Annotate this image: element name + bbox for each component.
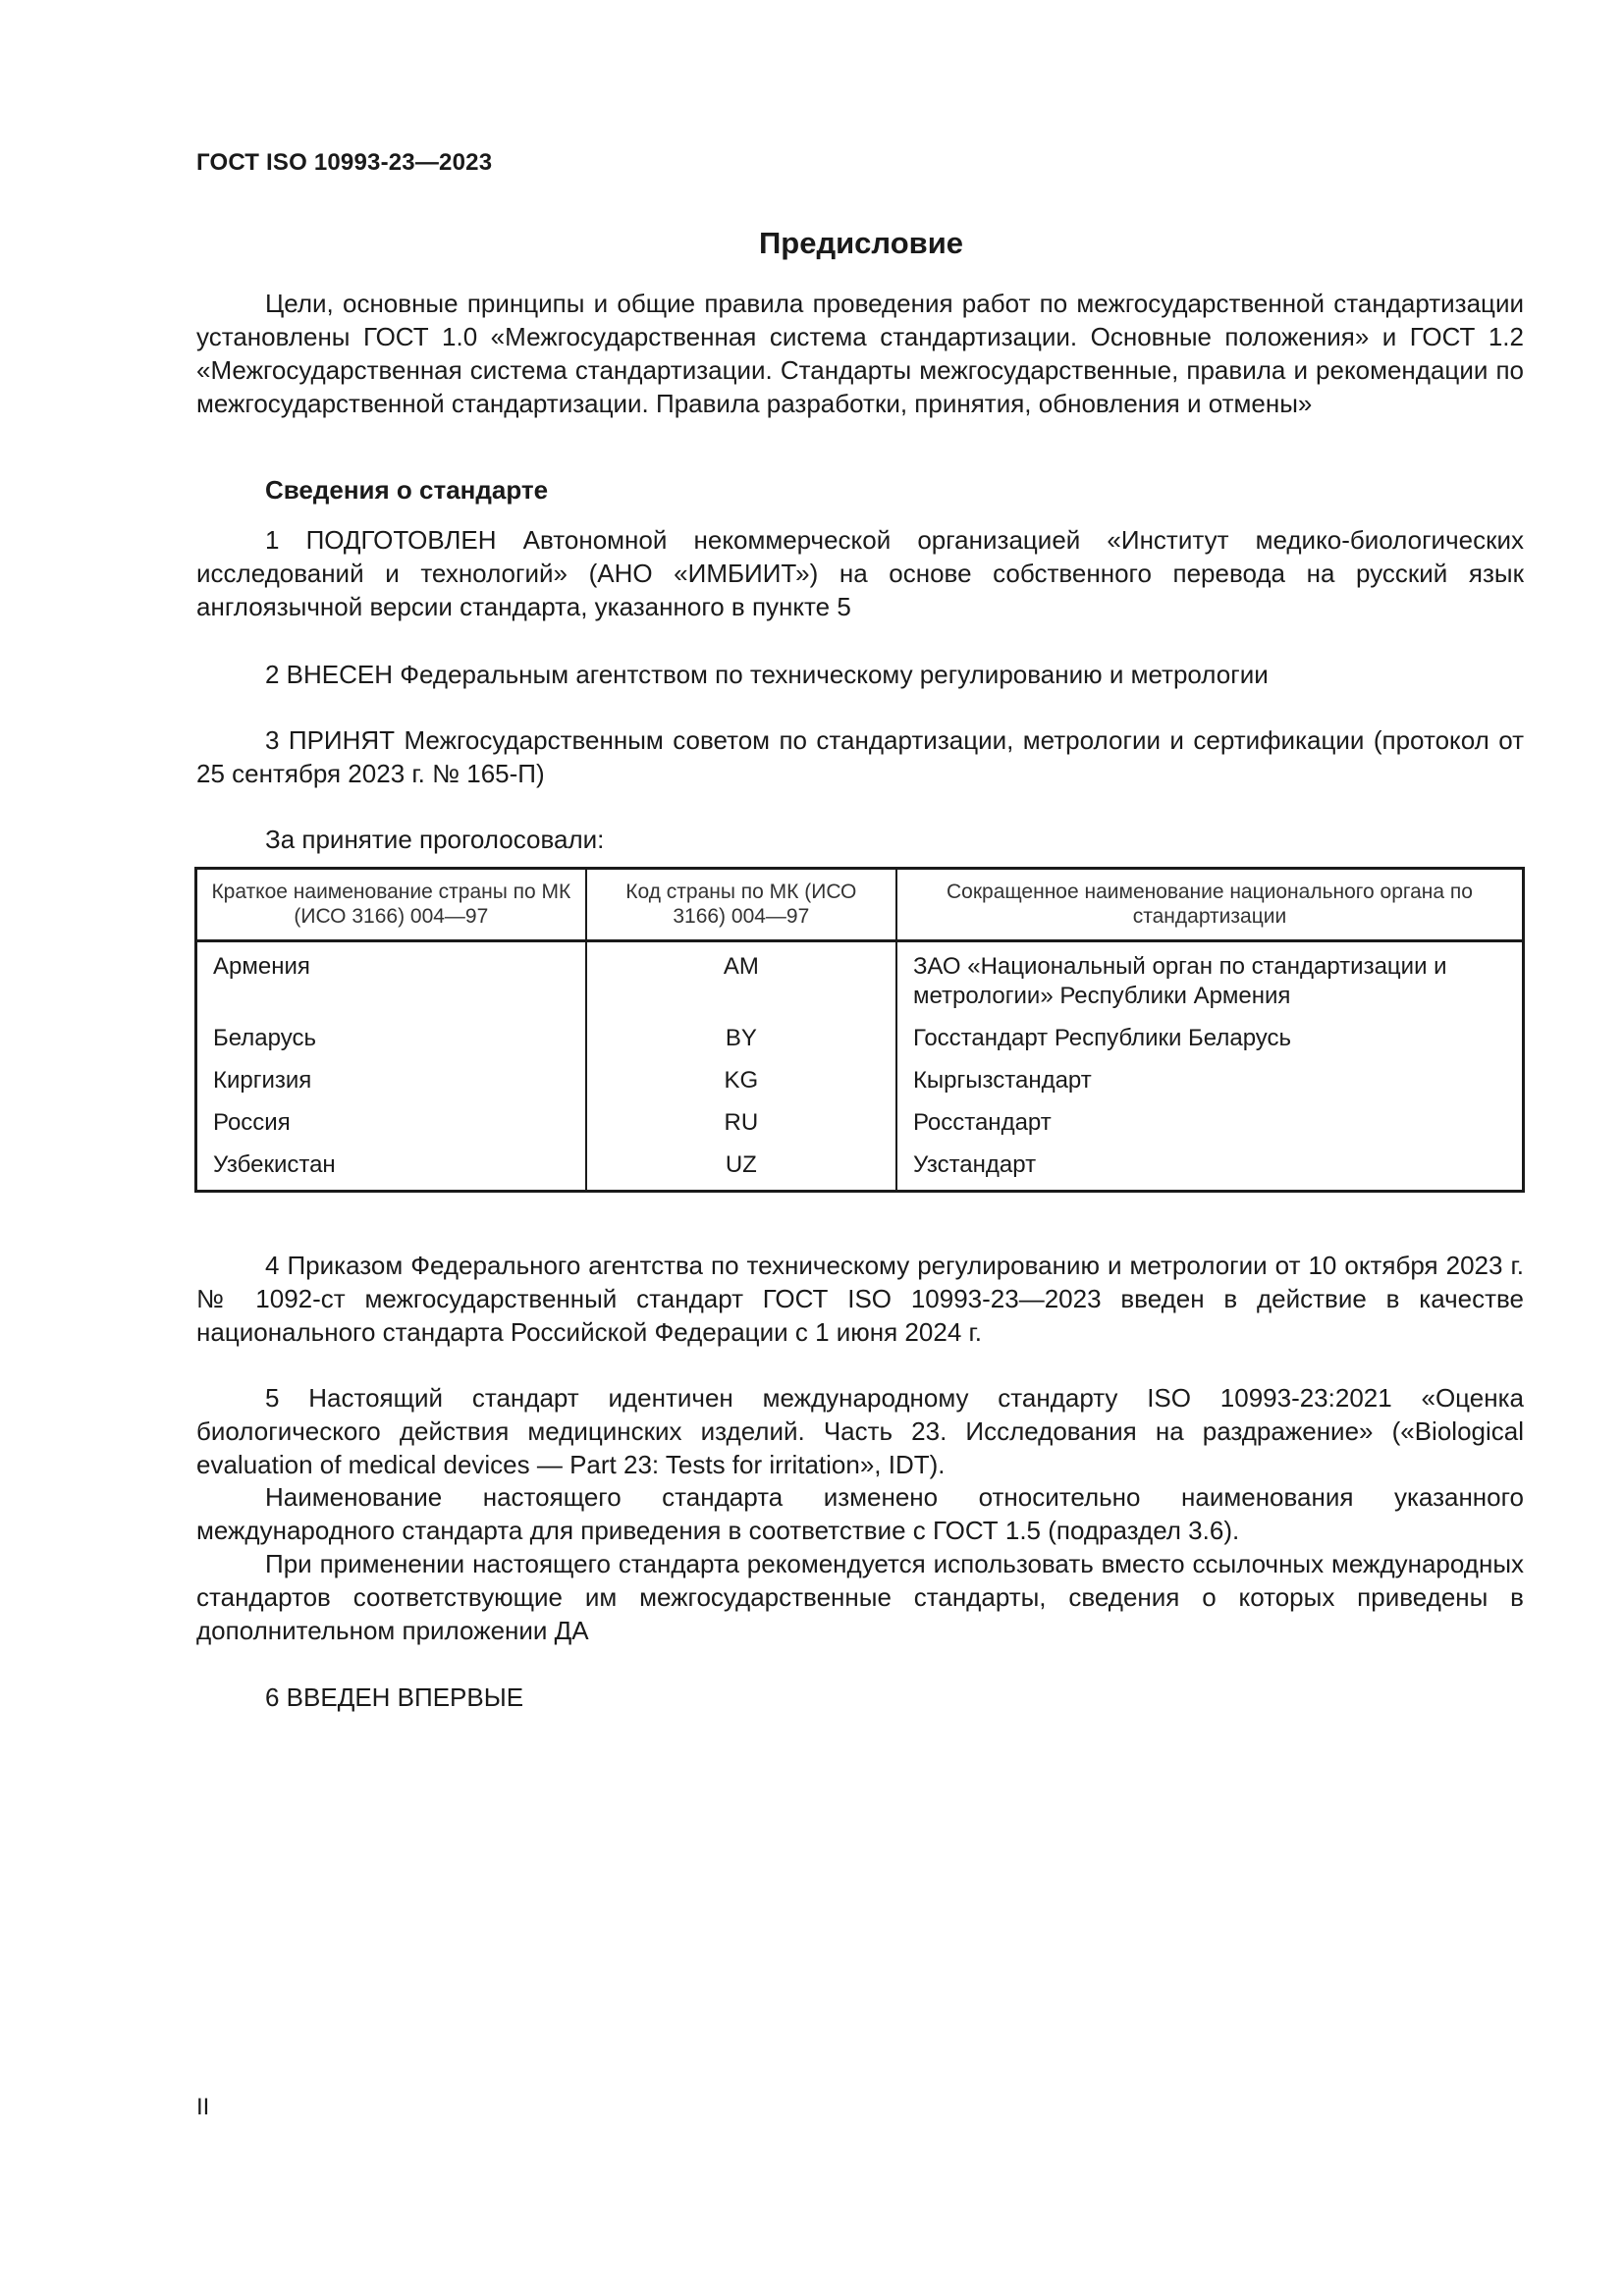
table-header-row	[196, 869, 1524, 941]
item-2-submitted: 2 ВНЕСЕН Федеральным агентством по техническому регулированию и метрологии	[265, 660, 1269, 689]
item-1-prepared: 1 ПОДГОТОВЛЕН Автономной некоммерческой организацией «Институт медико-биологических исследований и технологий» (АНО «ИМБИИТ») на основе собственного перевода на русский язык англоязычной версии стандарта, указанного в пункте 5	[196, 525, 1524, 621]
body-cell: Кыргызстандарт	[912, 1067, 1092, 1094]
header-national-body: Сокращенное наименование национального органа по стандартизации	[896, 869, 1524, 941]
table-row	[196, 1060, 1524, 1102]
item-5-identical: 5 Настоящий стандарт идентичен международному стандарту ISO 10993-23:2021 «Оценка биологического действия медицинских изделий. Часть 23. Исследования на раздражение» («Biological evaluation of medical devices — Part 23: Tests for irritation», IDT).	[196, 1383, 1524, 1479]
country-cell: Беларусь	[196, 1018, 586, 1060]
table-row	[196, 1018, 1524, 1060]
item-5-name-change: Наименование настоящего стандарта изменено относительно наименования указанного международного стандарта для приведения в соответствие с ГОСТ 1.5 (подраздел 3.6).	[196, 1482, 1524, 1545]
code-cell: KG	[586, 1060, 896, 1102]
header-country-name: Краткое наименование страны по МК (ИСО 3166) 004—97	[196, 869, 586, 941]
code-cell: BY	[586, 1018, 896, 1060]
code-cell: RU	[586, 1102, 896, 1145]
table-row	[196, 1145, 1524, 1192]
body-cell: Росстандарт	[912, 1109, 1052, 1136]
voted-label: За принятие проголосовали:	[265, 825, 605, 854]
body-cell: Узстандарт	[912, 1151, 1037, 1178]
item-6-introduced: 6 ВВЕДЕН ВПЕРВЫЕ	[265, 1682, 524, 1712]
item-5-application-note: При применении настоящего стандарта рекомендуется использовать вместо ссылочных международных стандартов соответствующие им межгосударственные стандарты, сведения о которых приведены в дополнительном приложении ДА	[196, 1549, 1524, 1645]
item-4-order: 4 Приказом Федерального агентства по техническому регулированию и метрологии от 10 октября 2023 г. № 1092-ст межгосударственный стандарт ГОСТ ISO 10993-23—2023 введен в действие в качестве национального стандарта Российской Федерации с 1 июня 2024 г.	[196, 1251, 1524, 1347]
country-cell: Армения	[196, 941, 586, 1019]
code-cell: UZ	[586, 1145, 896, 1192]
body-cell: ЗАО «Национальный орган по стандартизации и метрологии» Республики Армения	[912, 953, 1447, 1009]
document-code: ГОСТ ISO 10993-23—2023	[196, 149, 493, 176]
country-cell: Киргизия	[196, 1060, 586, 1102]
voting-countries-table	[194, 867, 1525, 1193]
table-row	[196, 941, 1524, 1019]
country-cell: Узбекистан	[196, 1145, 586, 1192]
body-cell: Госстандарт Республики Беларусь	[912, 1025, 1292, 1051]
standard-info-heading: Сведения о стандарте	[265, 475, 549, 505]
code-cell: AM	[586, 941, 896, 1019]
item-3-adopted: 3 ПРИНЯТ Межгосударственным советом по стандартизации, метрологии и сертификации (протокол от 25 сентября 2023 г. № 165-П)	[196, 725, 1524, 788]
country-cell: Россия	[196, 1102, 586, 1145]
header-country-code: Код страны по МК (ИСО 3166) 004—97	[586, 869, 896, 941]
page-title: Предисловие	[758, 226, 963, 260]
intro-paragraph: Цели, основные принципы и общие правила проведения работ по межгосударственной стандартизации установлены ГОСТ 1.0 «Межгосударственная система стандартизации. Основные положения» и ГОСТ 1.2 «Межгосударственная система стандартизации. Стандарты межгосударственные, правила и рекомендации по межгосударственной стандартизации. Правила разработки, принятия, обновления и отмены»	[196, 289, 1524, 418]
page-number: II	[196, 2094, 210, 2120]
table-row	[196, 1102, 1524, 1145]
